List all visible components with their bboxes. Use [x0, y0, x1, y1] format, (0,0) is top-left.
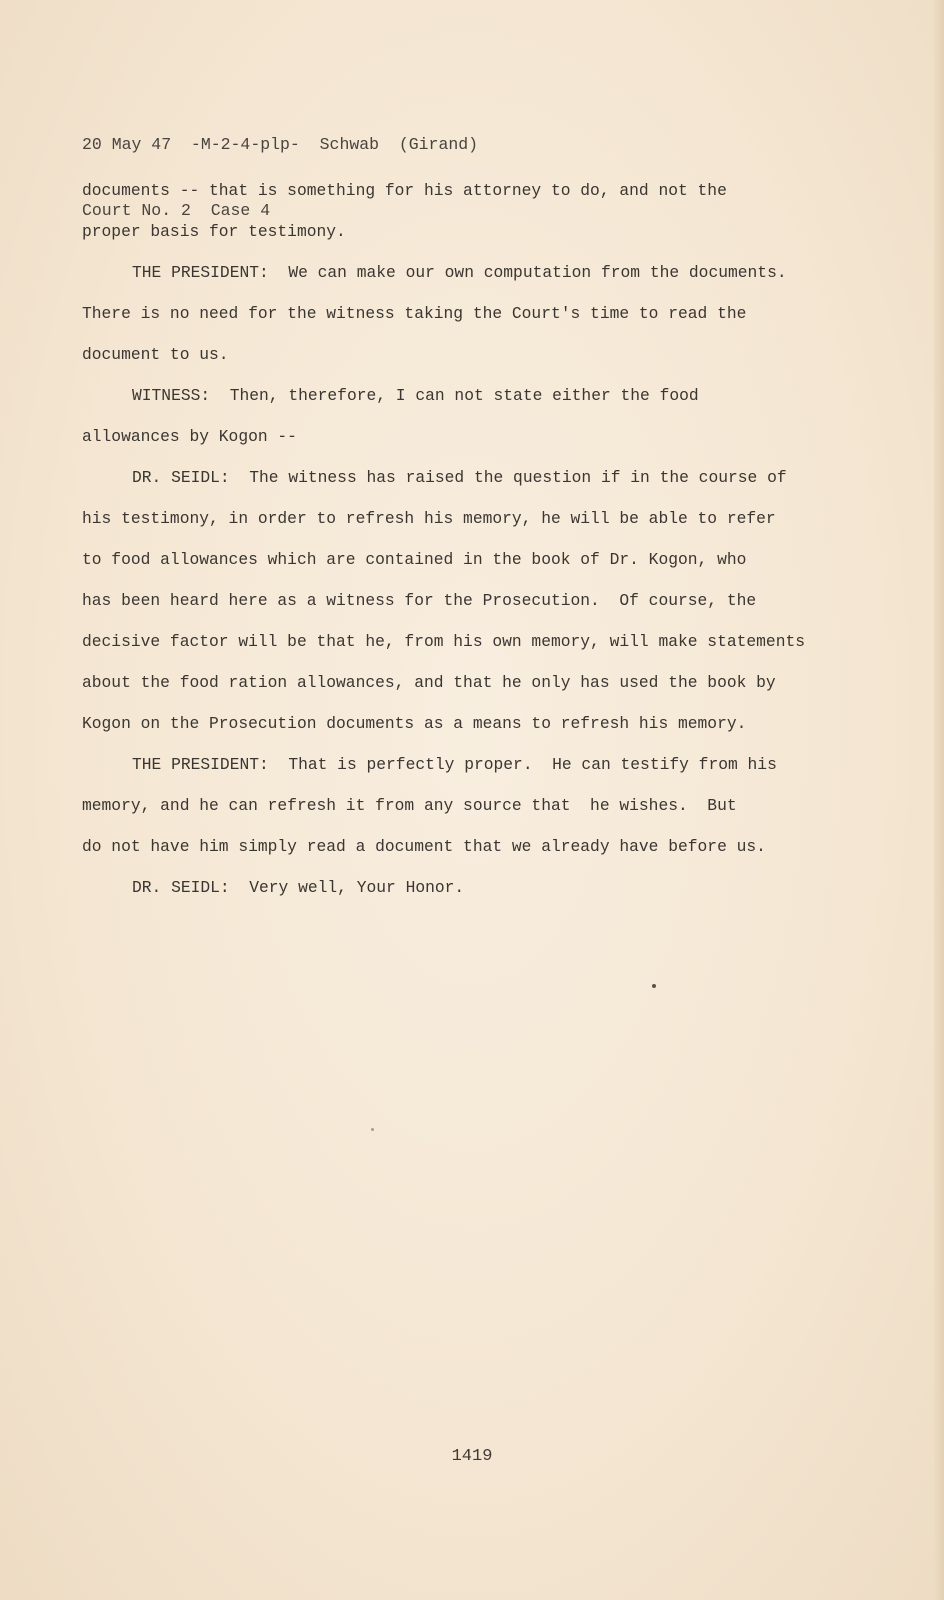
paper-speck — [652, 984, 656, 988]
transcript-body — [82, 170, 842, 908]
transcript-line: about the food ration allowances, and that he only has used the book by — [82, 673, 776, 692]
transcript-line: Kogon on the Prosecution documents as a means to refresh his memory. — [82, 714, 747, 733]
transcript-line: allowances by Kogon -- — [82, 427, 297, 446]
transcript-line: proper basis for testimony. — [82, 222, 346, 241]
transcript-line: THE PRESIDENT: We can make our own computation from the documents. — [132, 263, 787, 282]
transcript-line: decisive factor will be that he, from his own memory, will make statements — [82, 632, 806, 651]
transcript-line: memory, and he can refresh it from any source that he wishes. But — [82, 796, 737, 815]
transcript-line: his testimony, in order to refresh his memory, he will be able to refer — [82, 509, 776, 528]
transcript-line: documents -- that is something for his attorney to do, and not the — [82, 181, 727, 200]
page-number: 1419 — [451, 1447, 493, 1466]
transcript-line: WITNESS: Then, therefore, I can not state either the food — [132, 386, 699, 405]
transcript-line: THE PRESIDENT: That is perfectly proper. He can testify from his — [132, 755, 777, 774]
transcript-line: has been heard here as a witness for the Prosecution. Of course, the — [82, 591, 757, 610]
page-edge-shadow — [934, 0, 944, 1600]
transcript-line: to food allowances which are contained in the book of Dr. Kogon, who — [82, 550, 747, 569]
transcript-line: DR. SEIDL: Very well, Your Honor. — [132, 878, 465, 897]
header-court-line: Court No. 2 Case 4 — [82, 201, 271, 220]
paper-speck — [371, 1128, 374, 1131]
header-date-line: 20 May 47 -M-2-4-plp- Schwab (Girand) — [82, 135, 479, 154]
transcript-line: DR. SEIDL: The witness has raised the question if in the course of — [132, 468, 787, 487]
transcript-line: do not have him simply read a document that we already have before us. — [82, 837, 766, 856]
transcript-line: document to us. — [82, 345, 229, 364]
transcript-line: There is no need for the witness taking the Court's time to read the — [82, 304, 747, 323]
